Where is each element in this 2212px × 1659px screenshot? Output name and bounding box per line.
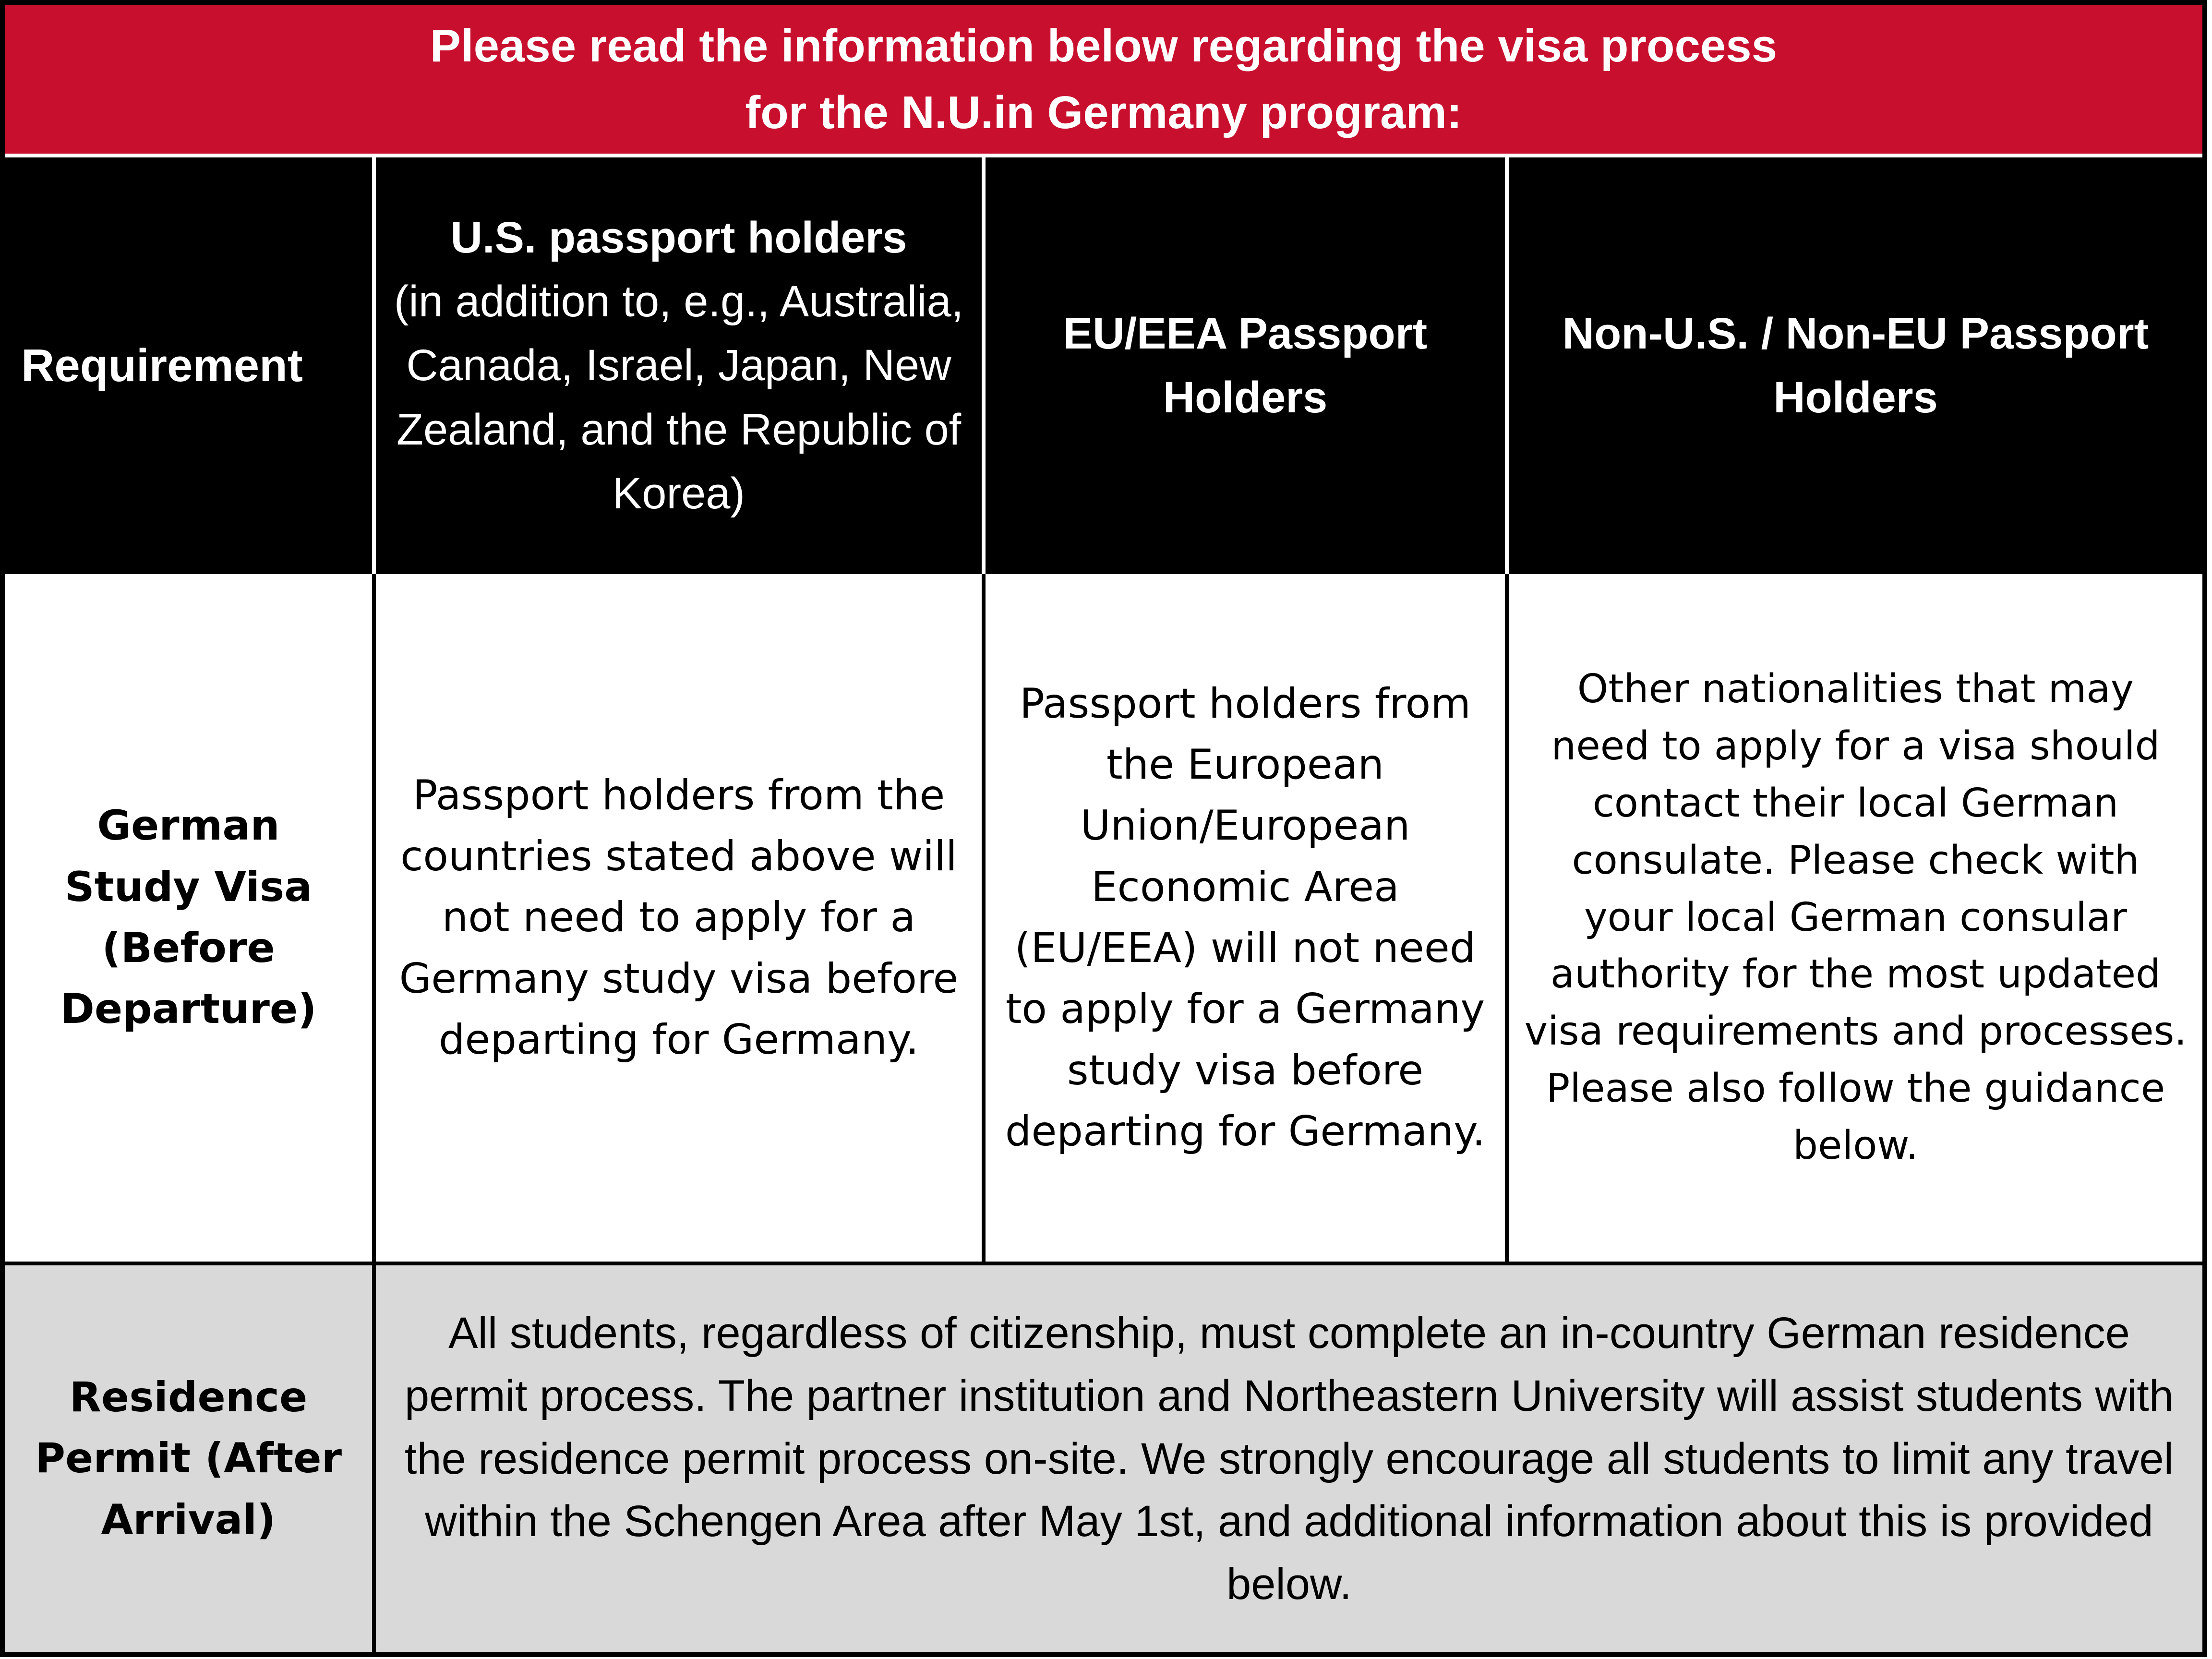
header-requirement bbox=[5, 157, 372, 574]
header-requirement-label: Requirement bbox=[21, 340, 303, 392]
header-eu-passport bbox=[986, 157, 1505, 574]
banner bbox=[5, 5, 2202, 157]
header-us-passport-title: U.S. passport holders bbox=[450, 213, 907, 262]
header-us-passport bbox=[376, 157, 982, 574]
row-residence-permit-requirement-label: Residence Permit (After Arrival) bbox=[35, 1373, 342, 1544]
row-study-visa-non-us-text: Other nationalities that may need to apply for a visa should contact their local German consulate. Please check with your local German consular authority for the most updated visa requirements and processes. Please also follow the guidance below. bbox=[1524, 666, 2187, 1169]
row-study-visa-eu-cell bbox=[986, 574, 1505, 1262]
banner-line-2: for the N.U.in Germany program: bbox=[745, 87, 1462, 138]
row-study-visa-requirement-label: German Study Visa (Before Departure) bbox=[60, 802, 317, 1034]
table-body bbox=[5, 574, 2202, 1652]
row-residence-permit-all-cell bbox=[376, 1265, 2202, 1652]
header-non-us-passport bbox=[1509, 157, 2202, 574]
header-non-us-passport-label: Non-U.S. / Non-EU Passport Holders bbox=[1562, 309, 2149, 422]
row-residence-permit-requirement bbox=[5, 1265, 372, 1652]
row-study-visa-us-cell bbox=[376, 574, 982, 1262]
header-eu-passport-label: EU/EEA Passport Holders bbox=[1063, 309, 1428, 422]
row-residence-permit-all-text: All students, regardless of citizenship, must complete an in-country German residence permit process. The partner institution and Northeastern University will assist students with the residence permit process on-site. We strongly encourage all students to limit any travel within the Schengen Area after May 1st, and additional information about this is provided below. bbox=[404, 1309, 2174, 1609]
table-header-row bbox=[5, 157, 2202, 574]
row-study-visa-eu-text: Passport holders from the European Union/European Economic Area (EU/EEA) will not need to apply for a Germany study visa before departing for Germany. bbox=[1005, 679, 1486, 1155]
row-study-visa-non-us-cell bbox=[1509, 574, 2202, 1262]
banner-line-1: Please read the information below regarding the visa process bbox=[430, 20, 1778, 72]
header-us-passport-subtitle: (in addition to, e.g., Australia, Canada, Israel, Japan, New Zealand, and the Republic of Korea) bbox=[394, 276, 964, 518]
row-study-visa-us-text: Passport holders from the countries stated above will not need to apply for a Germany study visa before departing for Germany. bbox=[399, 771, 959, 1064]
row-study-visa-requirement bbox=[5, 574, 372, 1262]
